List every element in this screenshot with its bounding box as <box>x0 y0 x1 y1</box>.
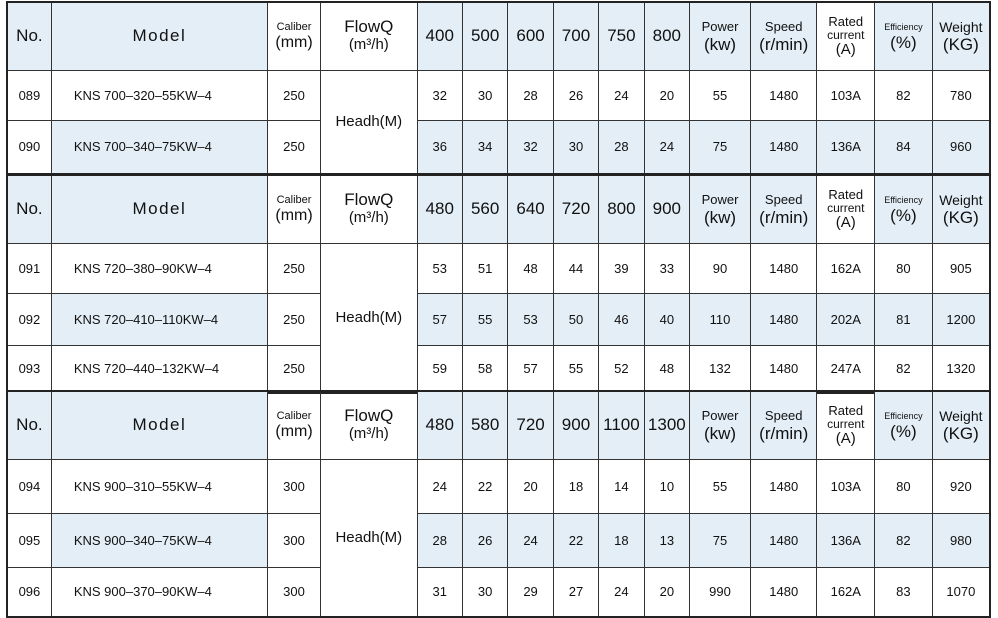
current-unit: (A) <box>835 40 856 58</box>
weight-unit: (KG) <box>942 35 979 55</box>
flow-header <box>321 391 417 459</box>
flow-value: 560 <box>462 175 507 243</box>
row-power: 55 <box>690 70 751 120</box>
efficiency-header <box>875 175 933 243</box>
row-model: KNS 720–440–132KW–4 <box>51 345 267 393</box>
row-efficiency: 83 <box>875 567 933 617</box>
table-row <box>7 243 990 293</box>
row-no: 093 <box>7 345 51 393</box>
speed-unit: (r/min) <box>759 208 809 228</box>
row-head-value: 59 <box>417 345 462 393</box>
row-current: 103A <box>817 70 875 120</box>
row-power: 132 <box>690 345 751 393</box>
row-speed: 1480 <box>750 567 816 617</box>
row-head-value: 13 <box>644 513 689 567</box>
speed-label: Speed <box>764 408 803 424</box>
power-header <box>690 175 751 243</box>
flow-label: FlowQ <box>344 406 394 426</box>
table-row <box>7 70 990 120</box>
row-model: KNS 720–410–110KW–4 <box>51 293 267 345</box>
flow-value: 640 <box>508 175 553 243</box>
row-efficiency: 80 <box>875 243 933 293</box>
speed-label: Speed <box>764 19 803 35</box>
row-efficiency: 82 <box>875 70 933 120</box>
row-caliber: 250 <box>267 120 320 174</box>
row-weight: 780 <box>932 70 990 120</box>
row-head-value: 53 <box>508 293 553 345</box>
row-head-value: 46 <box>599 293 644 345</box>
row-current: 162A <box>817 243 875 293</box>
flow-value: 700 <box>553 2 598 70</box>
header-row <box>7 391 990 459</box>
no-header: No. <box>7 2 51 70</box>
current-mid: current <box>827 27 865 42</box>
row-power: 90 <box>690 243 751 293</box>
power-unit: (kw) <box>703 35 737 55</box>
row-head-value: 53 <box>417 243 462 293</box>
row-no: 096 <box>7 567 51 617</box>
row-caliber: 300 <box>267 513 320 567</box>
flow-value: 900 <box>644 175 689 243</box>
row-no: 090 <box>7 120 51 174</box>
power-label: Power <box>701 19 739 35</box>
speed-unit: (r/min) <box>759 424 809 444</box>
caliber-unit: (mm) <box>275 422 313 440</box>
table-row <box>7 459 990 513</box>
row-head-value: 39 <box>599 243 644 293</box>
row-weight: 1070 <box>932 567 990 617</box>
row-model: KNS 700–340–75KW–4 <box>51 120 267 174</box>
flow-label: FlowQ <box>344 190 394 210</box>
row-current: 247A <box>817 345 875 393</box>
row-speed: 1480 <box>750 293 816 345</box>
flow-value: 480 <box>417 175 462 243</box>
flow-value: 1100 <box>599 391 644 459</box>
power-unit: (kw) <box>703 424 737 444</box>
row-weight: 960 <box>932 120 990 174</box>
row-head-value: 50 <box>553 293 598 345</box>
row-head-value: 34 <box>462 120 507 174</box>
row-current: 103A <box>817 459 875 513</box>
row-head-value: 52 <box>599 345 644 393</box>
no-header: No. <box>7 391 51 459</box>
row-head-value: 57 <box>508 345 553 393</box>
flow-header <box>321 2 417 70</box>
row-head-value: 24 <box>599 70 644 120</box>
row-model: KNS 900–340–75KW–4 <box>51 513 267 567</box>
row-head-value: 10 <box>644 459 689 513</box>
header-row <box>7 2 990 70</box>
flow-value: 500 <box>462 2 507 70</box>
header-row <box>7 175 990 243</box>
current-mid: current <box>827 200 865 215</box>
row-caliber: 250 <box>267 70 320 120</box>
current-header <box>817 391 875 459</box>
flow-value: 720 <box>553 175 598 243</box>
row-no: 095 <box>7 513 51 567</box>
power-unit: (kw) <box>703 208 737 228</box>
row-speed: 1480 <box>750 513 816 567</box>
flow-unit: (m³/h) <box>348 209 389 227</box>
row-head-value: 32 <box>417 70 462 120</box>
speed-header <box>750 391 816 459</box>
table-row <box>7 120 990 174</box>
flow-value: 600 <box>508 2 553 70</box>
weight-unit: (KG) <box>942 424 979 444</box>
speed-unit: (r/min) <box>759 35 809 55</box>
row-head-value: 57 <box>417 293 462 345</box>
caliber-header <box>267 391 320 459</box>
spec-table-3 <box>6 390 991 618</box>
row-head-value: 36 <box>417 120 462 174</box>
current-header <box>817 175 875 243</box>
caliber-unit: (mm) <box>275 33 313 51</box>
flow-value: 800 <box>599 175 644 243</box>
flow-value: 1300 <box>644 391 689 459</box>
current-label: Rated <box>828 402 864 418</box>
efficiency-unit: (%) <box>890 422 917 442</box>
row-head-value: 58 <box>462 345 507 393</box>
model-header: Model <box>51 391 267 459</box>
row-model: KNS 900–310–55KW–4 <box>51 459 267 513</box>
efficiency-unit: (%) <box>890 206 917 226</box>
row-weight: 905 <box>932 243 990 293</box>
weight-label: Weight <box>939 19 983 36</box>
row-caliber: 250 <box>267 345 320 393</box>
current-label: Rated <box>828 13 864 29</box>
row-weight: 1320 <box>932 345 990 393</box>
row-head-value: 27 <box>553 567 598 617</box>
row-head-value: 28 <box>599 120 644 174</box>
efficiency-header <box>875 2 933 70</box>
current-mid: current <box>827 416 865 431</box>
model-header: Model <box>51 175 267 243</box>
current-header <box>817 2 875 70</box>
row-power: 110 <box>690 293 751 345</box>
row-head-value: 33 <box>644 243 689 293</box>
row-model: KNS 720–380–90KW–4 <box>51 243 267 293</box>
row-efficiency: 80 <box>875 459 933 513</box>
row-no: 092 <box>7 293 51 345</box>
row-current: 202A <box>817 293 875 345</box>
row-head-value: 51 <box>462 243 507 293</box>
row-head-value: 24 <box>417 459 462 513</box>
row-model: KNS 900–370–90KW–4 <box>51 567 267 617</box>
row-head-value: 30 <box>462 567 507 617</box>
row-caliber: 300 <box>267 459 320 513</box>
weight-header <box>932 175 990 243</box>
row-head-value: 20 <box>508 459 553 513</box>
caliber-header <box>267 175 320 243</box>
speed-header <box>750 175 816 243</box>
power-label: Power <box>701 192 739 208</box>
row-caliber: 250 <box>267 293 320 345</box>
row-head-value: 55 <box>462 293 507 345</box>
power-label: Power <box>701 408 739 424</box>
row-no: 089 <box>7 70 51 120</box>
efficiency-header <box>875 391 933 459</box>
caliber-label: Caliber <box>276 409 312 422</box>
table-row <box>7 567 990 617</box>
weight-header <box>932 391 990 459</box>
row-current: 136A <box>817 513 875 567</box>
caliber-unit: (mm) <box>275 206 313 224</box>
flow-label: FlowQ <box>344 17 394 37</box>
row-efficiency: 82 <box>875 345 933 393</box>
row-efficiency: 82 <box>875 513 933 567</box>
spec-table-2 <box>6 174 991 394</box>
current-unit: (A) <box>835 213 856 231</box>
head-label: Headh(M) <box>321 243 417 393</box>
speed-header <box>750 2 816 70</box>
efficiency-label: Efficiency <box>884 195 923 206</box>
weight-label: Weight <box>939 192 983 209</box>
current-label: Rated <box>828 186 864 202</box>
row-head-value: 48 <box>644 345 689 393</box>
row-no: 094 <box>7 459 51 513</box>
row-head-value: 28 <box>508 70 553 120</box>
row-head-value: 26 <box>553 70 598 120</box>
weight-unit: (KG) <box>942 208 979 228</box>
head-label: Headh(M) <box>321 459 417 617</box>
row-caliber: 300 <box>267 567 320 617</box>
row-head-value: 24 <box>508 513 553 567</box>
table-row <box>7 513 990 567</box>
weight-label: Weight <box>939 408 983 425</box>
caliber-header <box>267 2 320 70</box>
row-head-value: 18 <box>599 513 644 567</box>
current-unit: (A) <box>835 429 856 447</box>
row-current: 162A <box>817 567 875 617</box>
table-row <box>7 345 990 393</box>
flow-unit: (m³/h) <box>348 425 389 443</box>
row-head-value: 29 <box>508 567 553 617</box>
power-header <box>690 2 751 70</box>
row-weight: 980 <box>932 513 990 567</box>
weight-header <box>932 2 990 70</box>
spec-table-1 <box>6 1 991 175</box>
flow-value: 400 <box>417 2 462 70</box>
caliber-label: Caliber <box>276 193 312 206</box>
row-speed: 1480 <box>750 345 816 393</box>
row-power: 75 <box>690 120 751 174</box>
row-head-value: 30 <box>462 70 507 120</box>
flow-value: 480 <box>417 391 462 459</box>
row-efficiency: 81 <box>875 293 933 345</box>
head-label: Headh(M) <box>321 70 417 174</box>
row-power: 990 <box>690 567 751 617</box>
efficiency-unit: (%) <box>890 33 917 53</box>
row-speed: 1480 <box>750 120 816 174</box>
flow-unit: (m³/h) <box>348 36 389 54</box>
row-head-value: 31 <box>417 567 462 617</box>
table-row <box>7 293 990 345</box>
flow-header <box>321 175 417 243</box>
row-speed: 1480 <box>750 70 816 120</box>
row-head-value: 55 <box>553 345 598 393</box>
flow-value: 580 <box>462 391 507 459</box>
row-head-value: 32 <box>508 120 553 174</box>
row-efficiency: 84 <box>875 120 933 174</box>
row-head-value: 24 <box>644 120 689 174</box>
row-head-value: 22 <box>462 459 507 513</box>
caliber-label: Caliber <box>276 20 312 33</box>
row-head-value: 30 <box>553 120 598 174</box>
row-head-value: 26 <box>462 513 507 567</box>
row-head-value: 44 <box>553 243 598 293</box>
row-speed: 1480 <box>750 243 816 293</box>
efficiency-label: Efficiency <box>884 22 923 33</box>
model-header: Model <box>51 2 267 70</box>
row-head-value: 20 <box>644 567 689 617</box>
row-weight: 920 <box>932 459 990 513</box>
row-head-value: 22 <box>553 513 598 567</box>
row-no: 091 <box>7 243 51 293</box>
power-header <box>690 391 751 459</box>
row-head-value: 20 <box>644 70 689 120</box>
row-caliber: 250 <box>267 243 320 293</box>
row-head-value: 14 <box>599 459 644 513</box>
row-power: 55 <box>690 459 751 513</box>
row-head-value: 28 <box>417 513 462 567</box>
row-model: KNS 700–320–55KW–4 <box>51 70 267 120</box>
row-head-value: 18 <box>553 459 598 513</box>
row-power: 75 <box>690 513 751 567</box>
flow-value: 720 <box>508 391 553 459</box>
speed-label: Speed <box>764 192 803 208</box>
flow-value: 750 <box>599 2 644 70</box>
flow-value: 900 <box>553 391 598 459</box>
efficiency-label: Efficiency <box>884 411 923 422</box>
no-header: No. <box>7 175 51 243</box>
row-head-value: 48 <box>508 243 553 293</box>
row-current: 136A <box>817 120 875 174</box>
flow-value: 800 <box>644 2 689 70</box>
row-weight: 1200 <box>932 293 990 345</box>
row-head-value: 24 <box>599 567 644 617</box>
row-speed: 1480 <box>750 459 816 513</box>
row-head-value: 40 <box>644 293 689 345</box>
